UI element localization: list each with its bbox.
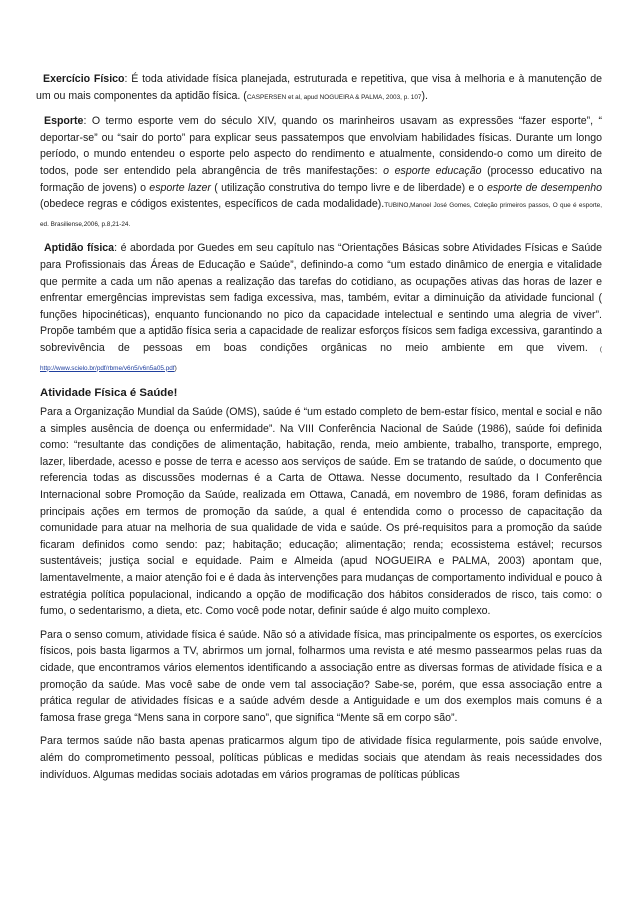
term-aptidao-fisica: Aptidão física <box>44 242 115 255</box>
emphasis-esporte-educacao: o esporte educação <box>383 164 482 177</box>
citation: TUBINO,Manoel José Gomes, Coleção primeiros passos, O que é esporte, ed. Brasiliense,2006, p.8,21-24. <box>40 202 602 228</box>
emphasis-esporte-desempenho: esporte de desempenho <box>486 181 602 194</box>
section-heading: Atividade Física é Saúde! <box>40 387 178 400</box>
citation: CASPERSEN et al, apud NOGUEIRA & PALMA, 2003, p. 107 <box>246 93 422 101</box>
paragraph-text: (processo educativo na formação de jovens) o <box>40 164 602 194</box>
term-exercicio-fisico: Exercício Físico <box>43 73 125 85</box>
emphasis-esporte-lazer: esporte lazer <box>149 181 211 194</box>
paragraph-oms: Para a Organização Mundial da Saúde (OMS), saúde é “um estado completo de bem-estar físico, mental e social e não a simples ausência de doença ou enfermidade”. Na VIII Conferência Nacional de Saúde (1986), saúde foi definida como: “resultante das condições de alimentação, habitação, renda, meio ambiente, trabalho, transporte, emprego, lazer, liberdade, acesso e posse de terra e acesso aos serviços de saúde. Em se tratando de saúde, o documento que referencia todas as discussões modernas é a Carta de Ottawa. Nesse documento, resultado da I Conferência Internacional sobre Promoção da Saúde, realizada em Ottawa, Canadá, em novembro de 1986, foram definidas as principais ações em termos de promoção da saúde, a qual é entendida como o processo de capacitação da comunidade para atuar na melhoria de sua qualidade de vida e saúde. Os pré-requisitos para a promoção da saúde ficaram definidos como sendo: paz; habitação; educação; alimentação; renda; ecossistema estável; recursos sustentáveis; justiça social e equidade. Paim e Almeida (apud NOGUEIRA e PALMA, 2003) apontam que, lamentavelmente, a maior atenção foi e é dada às intervenções para mudanças de comportamento individual e pouco à estratégia política populacional, indicando a opção de modificação dos hábitos considerados de risco, tais como: o fumo, o sedentarismo, a dieta, etc. Como você pode notar, definir saúde é algo muito complexo. <box>40 406 602 618</box>
paragraph-text: ( utilização construtiva do tempo livre e de liberdade) e o <box>210 181 487 194</box>
term-esporte: Esporte <box>44 115 84 128</box>
paragraph-aptidao-fisica <box>36 240 602 377</box>
paragraph-exercicio-fisico <box>36 71 602 106</box>
punctuation: ). <box>421 89 428 102</box>
citation-open: ( <box>587 345 603 353</box>
source-link[interactable]: http://www.scielo.br/pdf/rbme/v6n5/v6n5a05.pdf <box>40 364 175 372</box>
paragraph-text: : é abordada por Guedes em seu capítulo nas “Orientações Básicas sobre Atividades Físicas e Saúde para Profissionais das Áreas de Educação e Saúde”, definindo-a como “um estado dinâmico de energia e vitalidade que permite a cada um não apenas a realização das tarefas do cotidiano, as ocupações ativas das horas de lazer e enfrentar emergências imprevistas sem fadiga excessiva, mas, também, evitar a diminuição da atividade funcional ( funções hipocinéticas), enquanto funcionando no pico da capacidade intelectual e sentindo uma alegria de viver”. Propõe também que a aptidão física seria a capacidade de realizar esforços físicos sem fadiga excessiva, garantindo a sobrevivência de pessoas em boas condições orgânicas no meio ambiente em que vivem. <box>40 242 602 354</box>
paragraph-esporte <box>36 113 602 233</box>
paragraph-text: : É toda atividade física planejada, estruturada e repetitiva, que visa à melhoria e à manutenção de um ou mais componentes da aptidão física. ( <box>36 73 603 102</box>
paragraph-text: : O termo esporte vem do século XIV, quando os marinheiros usavam as expressões “fazer esporte”, “ deportar-se” ou “sair do porto” para explicar seus passatempos que envolviam habilidades físicas. Durante um longo período, o mundo entendeu o esporte pelo aspecto do rendimento e atualmente, considendo-o como um direito de todos, pode ser entendido pela abrangência de três manifestações: <box>40 115 602 177</box>
citation-close: ) <box>174 364 177 372</box>
paragraph-text: (obedece regras e códigos existentes, específicos de cada modalidade). <box>40 198 385 211</box>
paragraph-politicas: Para termos saúde não basta apenas praticarmos algum tipo de atividade física regularmente, pois saúde envolve, além do comprometimento pessoal, políticas públicas e medidas sociais que atendam às reais necessidades dos indivíduos. Algumas medidas sociais adotadas em vários programas de políticas públicas <box>40 735 602 781</box>
document-page <box>36 71 602 783</box>
paragraph-senso-comum: Para o senso comum, atividade física é saúde. Não só a atividade física, mas principalmente os esportes, os exercícios físicos, pois basta ligarmos a TV, abrirmos um jornal, folharmos uma revista e até mesmo passearmos pelas ruas da cidade, que encontramos vários elementos identificando a associação entre as diversas formas de atividade física e a promoção da saúde. Mas você sabe de onde vem tal associação? Sabe-se, porém, que essa associação entre a prática regular de atividades físicas e a saúde advém desde a Antiguidade e um dos exemplos mais comuns é a famosa frase grega “Mens sana in corpore sano”, que significa “Mente sã em corpo são”. <box>40 628 602 724</box>
